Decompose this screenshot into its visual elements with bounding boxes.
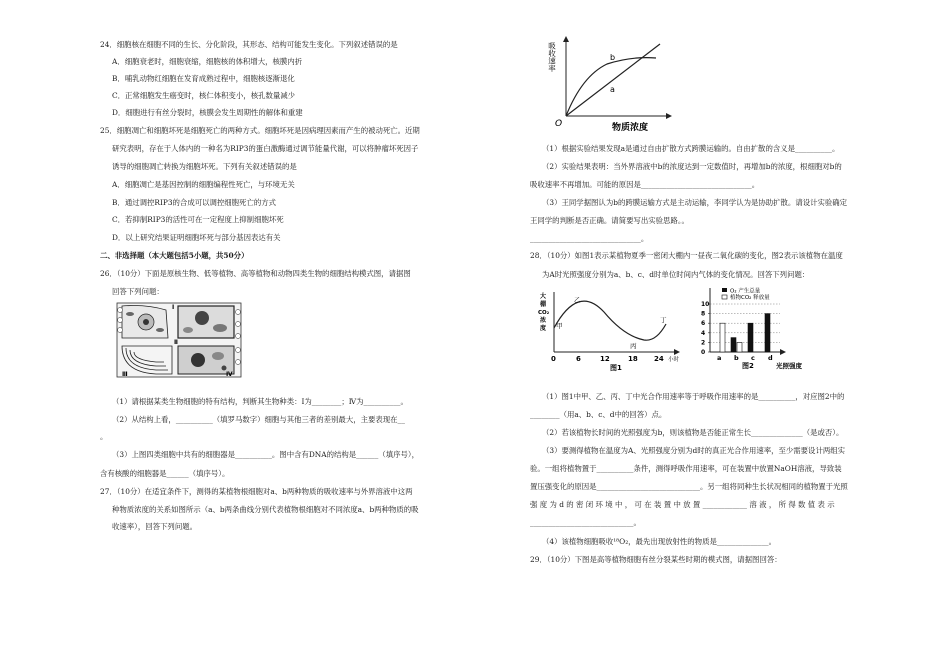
q28-part-4: （4）该植物细胞吸收¹⁸O₂，最先出现放射性的物质是______________。 <box>542 537 776 546</box>
q28-part-1a: （1）图1中甲、乙、丙、丁中光合作用速率等于呼吸作用速率的是__________，对应图2中的 <box>542 392 845 401</box>
q28-stem-1: 28．（10分）如图1表示某植物夏季一密闭大棚内一昼夜二氧化碳的变化，图2表示该植物在温度 <box>530 251 843 260</box>
q27-part-3c: ______________________________。 <box>530 234 649 243</box>
q25-stem-1: 25．细胞凋亡和细胞坏死是细胞死亡的两种方式。细胞坏死是因病理因素而产生的被动死亡。近期 <box>100 126 420 135</box>
q25-option-a: A．细胞凋亡是基因控制的细胞编程性死亡，与环境无关 <box>112 180 295 189</box>
fig2-ytick-label: 10 <box>701 301 710 308</box>
absorption-rate-graph <box>547 34 692 134</box>
q26-part-2b: 。 <box>100 432 108 441</box>
q26-part-1: （1）请根据某类生物细胞的特有结构，判断其生物种类：Ⅰ为________；Ⅳ为__________。 <box>112 397 408 406</box>
graph27-ylabel: 吸收速率 <box>547 42 557 72</box>
q25-stem-2: 研究表明，存在于人体内的一种名为RIP3的蛋白激酶通过调节能量代谢，可以将肿瘤坏死因子 <box>112 144 419 153</box>
q27-stem-3: 收速率），回答下列问题。 <box>112 522 197 531</box>
q24-stem: 24．细胞核在细胞不同的生长、分化阶段，其形态、结构可能发生变化。下列叙述错误的是 <box>100 40 398 49</box>
fig1-xunit: 小时 <box>668 357 680 363</box>
fig2-category-b: b <box>734 354 739 362</box>
figure-2-bar-chart <box>692 286 812 370</box>
q27-stem-1: 27．（10分）在适宜条件下，测得的某植物根细胞对a、b两种物质的吸收速率与外界溶液中这两 <box>100 487 413 496</box>
fig2-ytick-label: 2 <box>701 339 706 347</box>
q28-part-3a: （3）要测得植物在温度为A、光照强度分别为d时的真正光合作用速率，至少需要设计两组实 <box>542 446 846 455</box>
q25-option-c: C．若抑制RIP3的活性可在一定程度上抑制细胞坏死 <box>112 215 284 224</box>
fig2-category-d: d <box>768 354 773 362</box>
fig2-caption: 图2 <box>742 362 754 370</box>
fig1-point-ding: 丁 <box>660 316 667 324</box>
q28-part-3d: 强 度 为 d 的 密 闭 环 境 中 ， 可 在 装 置 中 放 置 ____________ 溶 液 ， 所 得 数 值 表 示 <box>530 500 835 509</box>
q28-part-3b: 验。一组将植物置于__________条件，测得呼吸作用速率，可在装置中放置NaOH溶液，导致装 <box>530 464 842 473</box>
fig2-bar-o2-c <box>748 323 753 352</box>
fig1-xtick-0: 0 <box>551 355 556 363</box>
fig2-legend-o2: O₂ 产生总量 <box>730 288 761 295</box>
cell-structure-figure <box>116 302 242 378</box>
fig1-xtick-18: 18 <box>628 355 638 363</box>
fig1-ylabel-1: 大 <box>540 293 547 300</box>
q24-option-b: B．哺乳动物红细胞在发育成熟过程中，细胞核逐渐退化 <box>112 74 295 83</box>
fig1-point-bing: 丙 <box>630 342 637 350</box>
fig-label-1: Ⅰ <box>172 304 175 311</box>
q25-option-d: D．以上研究结果证明细胞坏死与部分基因表达有关 <box>112 233 281 242</box>
figure-1-co2-curve <box>538 288 698 370</box>
q27-part-1: （1）根据实验结果发现a是通过自由扩散方式跨膜运输的。自由扩散的含义是__________。 <box>542 144 840 153</box>
fig2-ytick-label: 6 <box>701 320 706 328</box>
q26-part-2a: （2）从结构上看，__________（填罗马数字）细胞与其他三者的差别最大，主要表现在__ <box>112 415 405 424</box>
q28-part-2: （2）若该植物长时间的光照强度为b，则该植物是否能正常生长______________（是或否）。 <box>542 428 844 437</box>
fig1-ylabel-4: 浓 <box>540 317 547 324</box>
fig1-point-yi: 乙 <box>574 296 581 304</box>
graph27-origin: O <box>555 119 563 129</box>
fig2-category-a: a <box>717 354 722 362</box>
section-2-heading: 二、非选择题（本大题包括5小题，共50分） <box>100 251 249 260</box>
fig2-xlabel: 光照强度 <box>776 362 802 370</box>
fig2-bar-o2-b <box>731 338 736 352</box>
fig1-ylabel-5: 度 <box>540 325 547 332</box>
q26-stem-2: 回答下列问题： <box>112 287 164 296</box>
q27-part-3b: 王同学的判断是否正确。请简要写出实验思路。。 <box>530 216 689 225</box>
fig2-bar-o2-d <box>765 314 770 352</box>
q27-stem-2: 种物质浓度的关系如图所示（a、b两条曲线分别代表植物根细胞对不同浓度a、b两种物质的吸 <box>112 505 419 514</box>
q28-part-3e: ____________________________。 <box>530 518 641 527</box>
q25-stem-3: 诱导的细胞凋亡转换为细胞坏死。下列有关叙述错误的是 <box>112 162 297 171</box>
fig2-legend-co2: 植物CO₂ 释放量 <box>730 295 770 301</box>
q24-option-c: C．正常细胞发生癌变时，核仁体积变小，核孔数量减少 <box>112 91 296 100</box>
fig2-bar-co2-b <box>737 342 742 352</box>
fig1-caption: 图1 <box>610 364 622 372</box>
q24-option-a: A．细胞衰老时，细胞衰缩，细胞核的体积增大，核膜内折 <box>112 57 303 66</box>
graph27-xlabel: 物质浓度 <box>612 123 649 133</box>
fig2-ytick-label: 8 <box>701 310 706 318</box>
q27-part-2a: （2）实验结果表明：当外界溶液中b的浓度达到一定数值时，再增加b的浓度，根细胞对b的 <box>542 162 842 171</box>
q28-part-1b: ________（用a、b、c、d中的回答）点。 <box>530 410 667 419</box>
fig2-category-c: c <box>751 354 755 362</box>
q29-stem: 29．（10分）下图是高等植物细胞有丝分裂某些时期的模式图，请据图回答： <box>530 555 782 564</box>
fig1-point-jia: 甲 <box>556 322 563 330</box>
fig1-xtick-24: 24 <box>654 355 664 363</box>
fig-label-4: Ⅳ <box>226 371 233 378</box>
q26-part-3a: （3）上图四类细胞中共有的细胞器是__________。图中含有DNA的结构是______（填序号）， <box>112 450 419 459</box>
fig2-ytick-label: 4 <box>701 329 706 337</box>
fig2-ytick-label: 0 <box>701 349 706 356</box>
fig1-ylabel-3: CO₂ <box>538 310 550 316</box>
q27-part-3a: （3）王同学据图认为b的跨膜运输方式是主动运输，李同学认为是协助扩散。请设计实验确定 <box>542 198 848 207</box>
curve-b-label: b <box>610 53 616 62</box>
q25-option-b: B．通过调控RIP3的合成可以调控细胞死亡的方式 <box>112 198 277 207</box>
fig1-xtick-12: 12 <box>600 355 610 363</box>
q24-option-d: D．细胞进行有丝分裂时，核膜会发生周期性的解体和重建 <box>112 108 303 117</box>
q28-stem-2: 为A时光照强度分别为a、b、c、d时单位时间内气体的变化情况。回答下列问题： <box>542 270 810 279</box>
q27-part-2b: 吸收速率不再增加。可能的原因是______________________________。 <box>530 180 760 189</box>
q26-stem-1: 26．（10分）下面是原核生物、低等植物、高等植物和动物四类生物的细胞结构模式图，请据图 <box>100 269 411 278</box>
fig1-xtick-6: 6 <box>576 355 581 363</box>
q28-part-3c: 置压强变化的原因是____________________________。另一组将同种生长状况相同的植物置于光照 <box>530 482 848 491</box>
co2-curve <box>554 301 666 340</box>
curve-a-label: a <box>610 85 615 94</box>
q26-part-3b: 含有核酸的细胞器是______（填序号）。 <box>100 469 230 478</box>
fig-label-2: Ⅱ <box>174 339 178 346</box>
fig-label-3: Ⅲ <box>122 371 128 378</box>
fig1-ylabel-2: 棚 <box>540 301 547 308</box>
fig2-bar-co2-a <box>720 323 725 352</box>
